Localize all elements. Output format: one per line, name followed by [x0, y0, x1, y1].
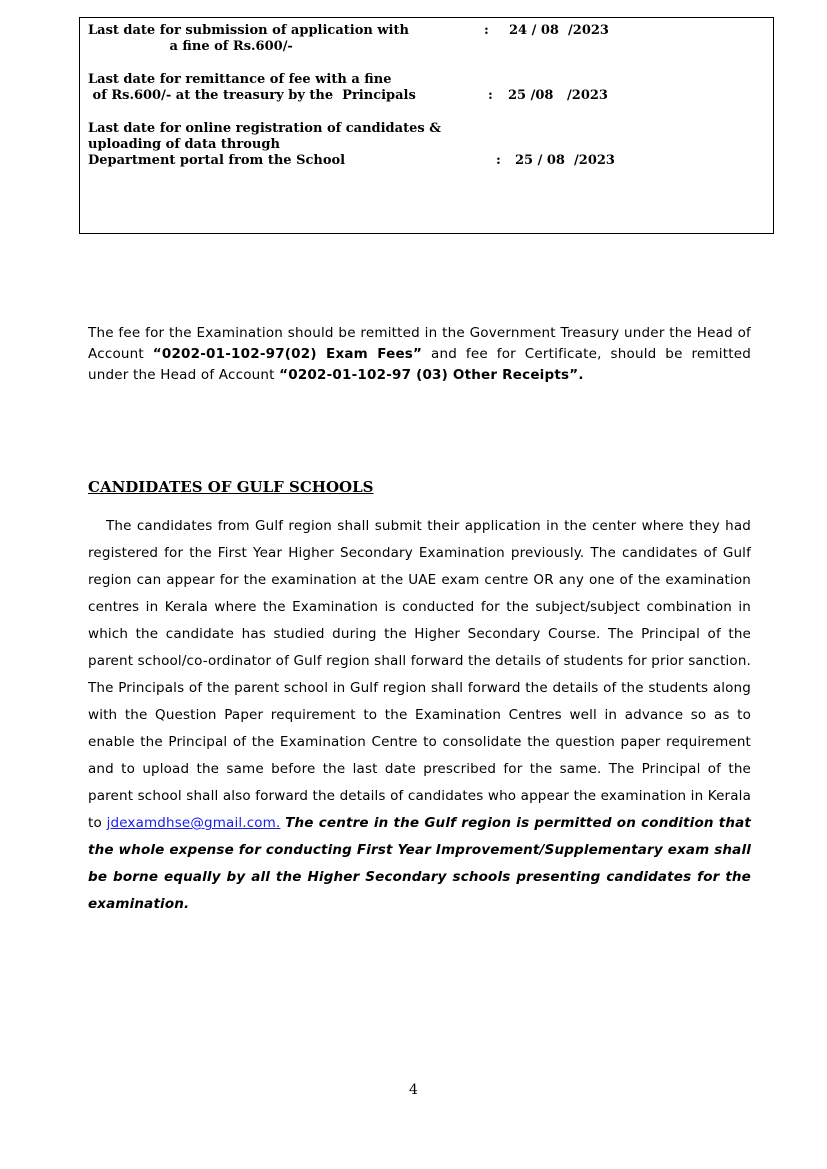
deadline-colon: :	[488, 88, 493, 103]
deadline-date: 24 / 08 /2023	[509, 23, 609, 38]
deadlines-box	[79, 17, 774, 234]
gulf-paragraph: The candidates from Gulf region shall submit their application in the center where they had registered for the First Year Higher Secondary Examination previously. The candidates of Gulf region can appear for the examination at the UAE exam centre OR any one of the examination centres in Kerala where the Examination is conducted for the subject/subject combination in which the candidate has studied during the Higher Secondary Course. The Principal of the parent school/co-ordinator of Gulf region shall forward the details of students for prior sanction. The Principals of the parent school in Gulf region shall forward the details of the students along with the Question Paper requirement to the Examination Centres well in advance so as to enable the Principal of the Examination Centre to consolidate the question paper requirement and to upload the same before the last date prescribed for the same. The Principal of the parent school shall also forward the details of candidates who appear the examination in Kerala to jdexamdhse@gmail.com. The centre in the Gulf region is permitted on condition that the whole expense for conducting First Year Improvement/Supplementary exam shall be borne equally by all the Higher Secondary schools presenting candidates for the examination.	[88, 518, 751, 912]
section-heading-gulf-schools: CANDIDATES OF GULF SCHOOLS	[88, 478, 374, 496]
page-number: 4	[409, 1082, 418, 1098]
deadline-row-online-registration	[88, 121, 615, 201]
deadline-colon: :	[484, 23, 489, 38]
fee-paragraph: The fee for the Examination should be remitted in the Government Treasury under the Head of Account “0202-01-102-97(02) Exam Fees” and fee for Certificate, should be remitted under the Head of Account “0202-01-102-97 (03) Other Receipts”.	[88, 325, 751, 383]
head-of-account-exam-fees: “0202-01-102-97(02) Exam Fees”	[152, 346, 423, 362]
deadline-colon: :	[496, 153, 501, 168]
deadline-label: Last date for online registration of candidates & uploading of data through Department portal from the School	[88, 121, 441, 168]
email-link[interactable]: jdexamdhse@gmail.com.	[106, 815, 281, 831]
deadline-label: Last date for remittance of fee with a fine of Rs.600/- at the treasury by the Principals	[88, 72, 416, 103]
deadline-label: Last date for submission of application with a fine of Rs.600/-	[88, 23, 409, 54]
deadline-date: 25 /08 /2023	[508, 88, 608, 103]
gulf-centre-condition: The centre in the Gulf region is permitted on condition that the whole expense for conducting First Year Improvement/Supplementary exam shall be borne equally by all the Higher Secondary schools presenting candidates for the examination.	[88, 815, 751, 912]
head-of-account-other-receipts: “0202-01-102-97 (03) Other Receipts”.	[279, 367, 584, 383]
deadline-date: 25 / 08 /2023	[515, 153, 615, 168]
